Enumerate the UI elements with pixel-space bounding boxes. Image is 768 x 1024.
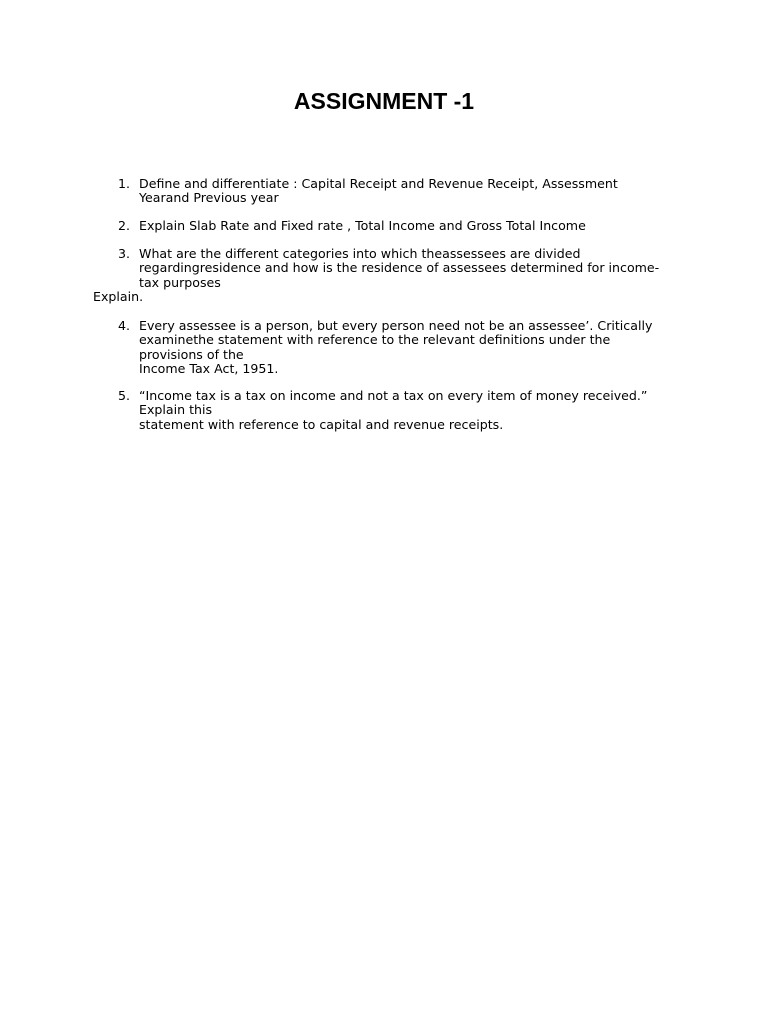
question-text-line: Income Tax Act, 1951.	[139, 360, 279, 376]
question-item-2	[0, 219, 768, 233]
question-item-3	[0, 247, 768, 290]
question-text-line: statement with reference to capital and revenue receipts.	[139, 416, 504, 432]
question-text-line: tax purposes	[139, 274, 221, 290]
question-item-1	[0, 177, 768, 206]
question-number: 3.	[117, 246, 130, 261]
question-number: 4.	[117, 318, 130, 333]
question-text-line: Every assessee is a person, but every person need not be an assessee’. Critically	[139, 318, 653, 333]
question-text-line: Yearand Previous year	[139, 190, 279, 206]
question-text-line: regardingresidence and how is the residence of assessees determined for income-	[139, 260, 660, 276]
question-number: 5.	[117, 388, 130, 403]
question-text-line: provisions of the	[139, 346, 244, 362]
question-item-5	[0, 389, 768, 432]
question-text-line: What are the different categories into which theassessees are divided	[139, 246, 581, 261]
question-text-line: Explain Slab Rate and Fixed rate , Total Income and Gross Total Income	[139, 218, 586, 233]
question-3-trailing-text: Explain.	[93, 289, 144, 304]
document-title: ASSIGNMENT -1	[293, 88, 475, 114]
question-text-line: Explain this	[139, 402, 213, 418]
question-item-4	[0, 319, 768, 376]
question-number: 1.	[117, 176, 130, 191]
question-text-line: Define and differentiate : Capital Receipt and Revenue Receipt, Assessment	[139, 176, 618, 191]
question-text-line: “Income tax is a tax on income and not a tax on every item of money received.”	[139, 388, 648, 403]
question-number: 2.	[117, 218, 130, 233]
question-text-line: examinethe statement with reference to the relevant definitions under the	[139, 332, 611, 348]
